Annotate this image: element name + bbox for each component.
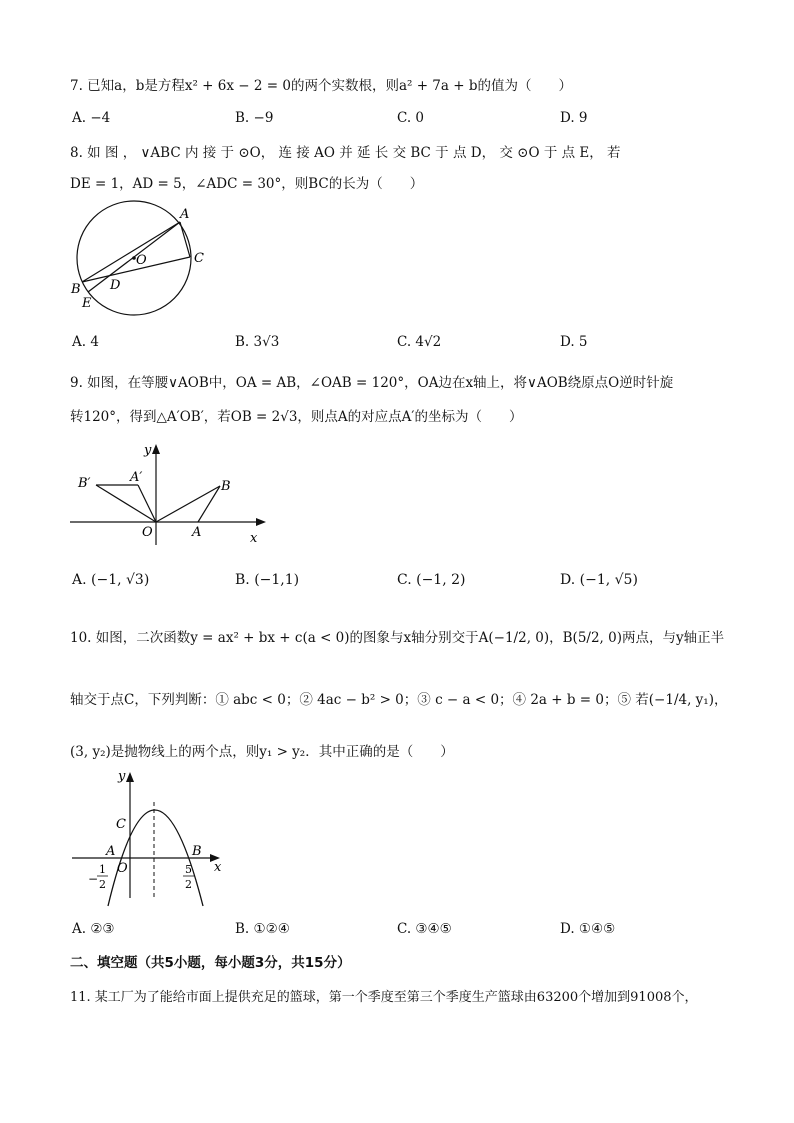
q7-stem: 7. 已知a，b是方程x² + 6x − 2 = 0的两个实数根，则a² + 7a + b的值为（ ）	[70, 78, 572, 94]
q7-option-a: A. −4	[72, 110, 111, 126]
q10-stem-line3: (3, y₂)是抛物线上的两个点，则y₁ > y₂．其中正确的是（ ）	[70, 744, 454, 760]
q9-coordinate-figure	[68, 440, 278, 550]
q9-segment-ob	[156, 486, 220, 522]
q9-label-y: y	[144, 443, 152, 458]
q8-label-e: E	[82, 296, 92, 311]
q10-label-x: x	[214, 860, 222, 875]
q8-option-a: A. 4	[72, 334, 99, 350]
q9-stem-line1: 9. 如图，在等腰∨AOB中，OA = AB，∠OAB = 120°，OA边在x轴上，将∨AOB绕原点O逆时针旋	[70, 375, 674, 391]
q10-label-o: O	[117, 861, 128, 876]
q8-label-d: D	[110, 278, 121, 293]
q10-label-neg-half-den: 2	[99, 878, 106, 891]
q10-label-b: B	[192, 844, 202, 859]
q9-label-b: B	[221, 479, 231, 494]
q8-label-a: A	[180, 207, 190, 222]
q10-label-c: C	[116, 817, 126, 832]
q9-label-o: O	[142, 525, 153, 540]
q10-label-five-half-num: 5	[185, 863, 192, 876]
q10-option-d: D. ①④⑤	[560, 921, 616, 937]
q9-x-axis-arrow	[256, 518, 266, 526]
q11-stem-line1: 11. 某工厂为了能给市面上提供充足的篮球，第一个季度至第三个季度生产篮球由63200个增加到91008个，	[70, 990, 698, 1005]
q10-label-neg-half-num: 1	[99, 863, 106, 876]
q8-circle-figure	[68, 200, 218, 318]
q9-option-d: D. (−1, √5)	[560, 572, 638, 588]
q10-label-five-half-den: 2	[185, 878, 192, 891]
q10-option-b: B. ①②④	[235, 921, 290, 937]
q7-option-d: D. 9	[560, 110, 588, 126]
q10-label-a: A	[106, 844, 116, 859]
q9-option-b: B. (−1,1)	[235, 572, 300, 588]
q9-stem-line2: 转120°，得到△A′OB′，若OB = 2√3，则点A的对应点A′的坐标为（ ）	[70, 409, 523, 425]
q9-label-b-prime: B′	[78, 476, 91, 491]
q10-option-c: C. ③④⑤	[397, 921, 452, 937]
q8-option-c: C. 4√2	[397, 334, 442, 350]
q8-stem-line2: DE = 1，AD = 5，∠ADC = 30°，则BC的长为（ ）	[70, 176, 424, 192]
q10-option-a: A. ②③	[72, 921, 115, 937]
q10-label-y: y	[118, 769, 126, 784]
q8-stem-line1: 8. 如 图 ， ∨ABC 内 接 于 ⊙O， 连 接 AO 并 延 长 交 BC 于 点 D， 交 ⊙O 于 点 E， 若	[70, 145, 621, 161]
q7-option-b: B. −9	[235, 110, 274, 126]
q8-option-d: D. 5	[560, 334, 588, 350]
q9-label-a-prime: A′	[130, 470, 143, 485]
q8-label-b: B	[71, 282, 81, 297]
q9-label-a: A	[192, 525, 202, 540]
q8-label-o: O	[136, 253, 147, 268]
q8-option-b: B. 3√3	[235, 334, 280, 350]
q8-label-c: C	[194, 251, 204, 266]
q10-y-axis-arrow	[126, 772, 134, 782]
q9-option-a: A. (−1, √3)	[72, 572, 150, 588]
q9-y-axis-arrow	[152, 444, 160, 454]
section-2-title: 二、填空题（共5小题，每小题3分，共15分）	[70, 955, 351, 971]
q10-label-neg-sign: −	[88, 872, 99, 886]
q10-parabola-figure	[68, 768, 228, 908]
q10-stem-line2: 轴交于点C，下列判断：① abc < 0；② 4ac − b² > 0；③ c − a < 0；④ 2a + b = 0；⑤ 若(−1/4, y₁)，	[70, 692, 728, 708]
q8-segment-ab	[82, 222, 180, 282]
q7-option-c: C. 0	[397, 110, 425, 126]
q10-stem-line1: 10. 如图，二次函数y = ax² + bx + c(a < 0)的图象与x轴分别交于A(−1/2, 0)，B(5/2, 0)两点，与y轴正半	[70, 630, 725, 646]
q9-segment-ab	[198, 486, 220, 522]
q9-option-c: C. (−1, 2)	[397, 572, 466, 588]
q9-label-x: x	[250, 531, 258, 546]
